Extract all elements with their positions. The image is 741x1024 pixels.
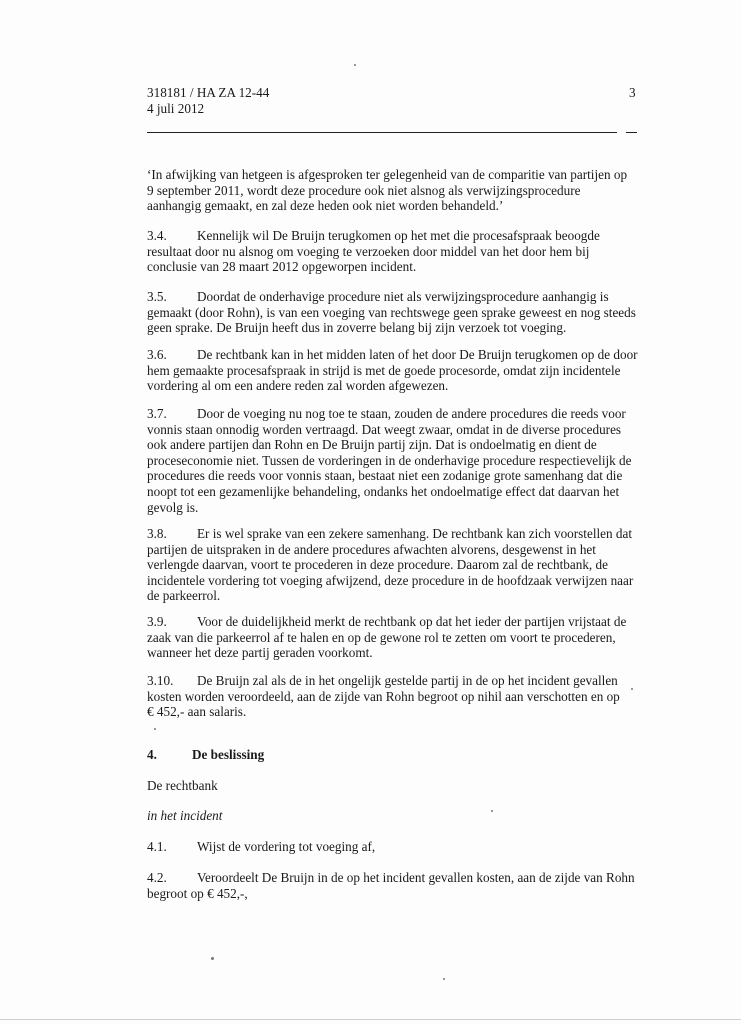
paragraph-3-4: [147, 228, 637, 275]
text-line: Veroordeelt De Bruijn in de op het incident gevallen kosten, aan de zijde van Rohn: [197, 870, 635, 885]
text-line: verlengde daarvan, voort te procederen in deze procedure. Daarom zal de rechtbank, de: [147, 557, 608, 573]
header-rule: [147, 132, 617, 133]
paragraph-3-10: [147, 673, 637, 720]
text-line: Wijst de vordering tot voeging af,: [197, 839, 376, 854]
text-line: procedures die reeds voor vonnis staan, bestaat niet een zodanige grote samenhang dat die: [147, 468, 623, 484]
header-rule-tail: [626, 132, 637, 133]
text-line: De Bruijn zal als de in het ongelijk gestelde partij in de op het incident gevallen: [197, 673, 618, 688]
text-line: aanhangig gemaakt, en zal deze heden ook niet worden behandeld.’: [147, 198, 504, 214]
text-line: conclusie van 28 maart 2012 opgeworpen incident.: [147, 259, 417, 275]
scan-speck: [491, 810, 493, 812]
paragraph-number: 4.1.: [147, 839, 167, 854]
text-line: kosten worden veroordeeld, aan de zijde van Rohn begroot op nihil aan verschotten en op: [147, 688, 620, 704]
paragraph-number: 3.6.: [147, 347, 167, 362]
section-number: 4.: [147, 747, 157, 762]
text-line: hem gemaakte procesafspraak in strijd is met de goede procesorde, omdat zijn incidentele: [147, 362, 621, 378]
text-line: Kennelijk wil De Bruijn terugkomen op het met die procesafspraak beoogde: [197, 228, 600, 243]
paragraph-number: 4.2.: [147, 870, 167, 885]
court-line: [147, 778, 637, 794]
scan-edge: [0, 1019, 741, 1020]
text-line: resultaat door nu alsnog om voeging te verzoeken door middel van het door hem bij: [147, 243, 590, 259]
paragraph-3-9: [147, 614, 637, 661]
text-line: Er is wel sprake van een zekere samenhang. De rechtbank kan zich voorstellen dat: [197, 526, 633, 541]
section-title: De beslissing: [192, 747, 265, 762]
text-line: incidentele vordering tot voeging afwijzend, deze procedure in de hoofdzaak verwijzen naar: [147, 572, 634, 588]
page-number: 3: [629, 85, 636, 100]
paragraph-number: 3.5.: [147, 289, 167, 304]
paragraph-number: 3.8.: [147, 526, 167, 541]
paragraph-3-6: [147, 347, 637, 394]
text-line: noopt tot een gezamenlijke behandeling, ondanks het ondoelmatige effect dat daarvan het: [147, 483, 620, 499]
paragraph-3-8: [147, 526, 637, 604]
text-line: gemaakt (door Rohn), is van een voeging van rechtswege geen sprake geweest en nog steeds: [147, 304, 636, 320]
text-line: proceseconomie niet. Tussen de vorderingen in de onderhavige procedure respectievelijk de: [147, 452, 632, 468]
text-line: wanneer het deze partij geraden voorkomt.: [147, 645, 373, 661]
quote-block: [147, 167, 637, 214]
decision-4-2: [147, 870, 637, 901]
paragraph-number: 3.9.: [147, 614, 167, 629]
text-line: De rechtbank kan in het midden laten of het door De Bruijn terugkomen op de door: [197, 347, 638, 362]
decision-4-1: [147, 839, 637, 855]
case-number: 318181 / HA ZA 12-44: [147, 85, 270, 100]
paragraph-3-7: [147, 406, 637, 515]
text-line: begroot op € 452,-,: [147, 885, 248, 901]
text-line: Doordat de onderhavige procedure niet als verwijzingsprocedure aanhangig is: [197, 289, 609, 304]
scan-speck: [354, 64, 356, 66]
incident-subheading: in het incident: [147, 808, 223, 823]
scan-speck: [154, 728, 156, 730]
scan-speck: [443, 978, 445, 980]
text-line: Door de voeging nu nog toe te staan, zouden de andere procedures die reeds voor: [197, 406, 626, 421]
scan-speck: [631, 688, 633, 690]
subheading-line: [147, 808, 637, 824]
text-line: 9 september 2011, wordt deze procedure ook niet alsnog als verwijzingsprocedure: [147, 182, 581, 198]
paragraph-number: 3.7.: [147, 406, 167, 421]
section-heading: [147, 747, 637, 763]
text-line: vordering al om een andere reden zal worden afgewezen.: [147, 378, 449, 394]
text-line: ‘In afwijking van hetgeen is afgesproken ter gelegenheid van de comparitie van partijen op: [147, 167, 628, 182]
text-line: zaak van die parkeerrol af te halen en op de gewone rol te zetten om voort te procederen,: [147, 629, 616, 645]
court-label: De rechtbank: [147, 778, 218, 793]
text-line: gevolg is.: [147, 499, 199, 515]
text-line: € 452,- aan salaris.: [147, 704, 247, 720]
page-header: [147, 85, 269, 117]
paragraph-3-5: [147, 289, 637, 336]
text-line: geen sprake. De Bruijn heeft dus in zoverre belang bij zijn verzoek tot voeging.: [147, 320, 567, 336]
text-line: de parkeerrol.: [147, 588, 221, 604]
paragraph-number: 3.4.: [147, 228, 167, 243]
text-line: vonnis staan onnodig worden vertraagd. Dat weegt zwaar, omdat in de diverse procedures: [147, 421, 622, 437]
scan-speck: [211, 957, 214, 960]
text-line: partijen de uitspraken in de andere procedures afwachten alvorens, desgewenst in het: [147, 541, 596, 557]
text-line: ook andere partijen dan Rohn en De Bruijn partij zijn. Dat is ondoelmatig en dient de: [147, 437, 597, 453]
text-line: Voor de duidelijkheid merkt de rechtbank op dat het ieder der partijen vrijstaat de: [197, 614, 627, 629]
paragraph-number: 3.10.: [147, 673, 174, 688]
document-date: 4 juli 2012: [147, 101, 205, 116]
